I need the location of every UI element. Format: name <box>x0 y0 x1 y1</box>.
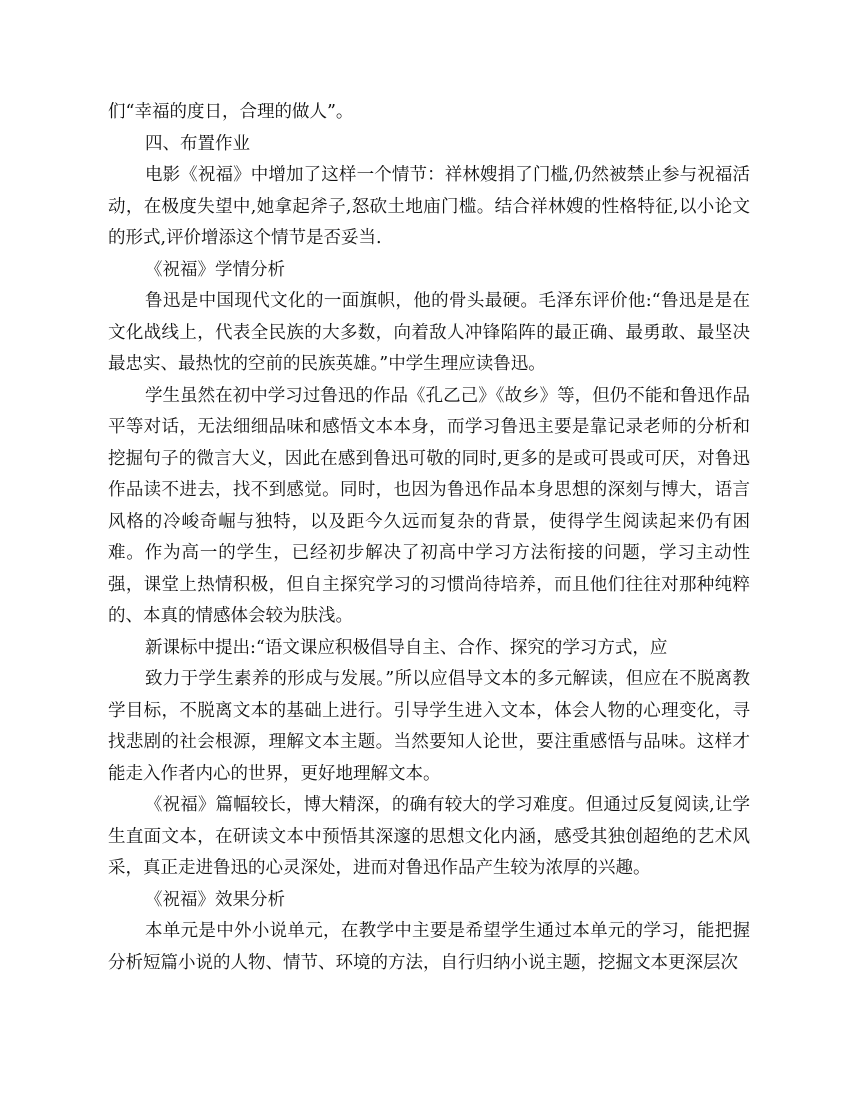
section-heading-homework: 四、布置作业 <box>145 133 250 154</box>
section-heading-learning-analysis: 《祝福》学情分析 <box>145 259 285 280</box>
paragraph-text-difficulty: 《祝福》篇幅较长，博大精深，的确有较大的学习难度。但通过反复阅读,让学生直面文本，在研读文本中预悟其深邃的思想文化内涵，感受其独创超绝的艺术风采，真正走进鲁迅的心灵深处，进而对鲁迅作品产生较为浓厚的兴趣。 <box>108 795 750 878</box>
paragraph-luxun-intro: 鲁迅是中国现代文化的一面旗帜，他的骨头最硬。毛泽东评价他:“鲁迅是是在文化战线上，代表全民族的大多数，向着敌人冲锋陷阵的最正确、最勇敢、最坚决最忠实、最热忱的空前的民族英雄。”中学生理应读鲁迅。 <box>108 291 750 374</box>
document-body <box>108 97 750 979</box>
paragraph-curriculum-standard: 新课标中提出:“语文课应积极倡导自主、合作、探究的学习方式，应 <box>145 637 668 658</box>
paragraph-unit-goal: 本单元是中外小说单元，在教学中主要是希望学生通过本单元的学习，能把握分析短篇小说的人物、情节、环境的方法，自行归纳小说主题，挖掘文本更深层次 <box>108 921 750 973</box>
paragraph-homework: 电影《祝福》中增加了这样一个情节：祥林嫂捐了门槛,仍然被禁止参与祝福活动，在极度失望中,她拿起斧子,怒砍土地庙门槛。结合祥林嫂的性格特征,以小论文的形式,评价增添这个情节是否妥当. <box>108 165 750 248</box>
paragraph-curriculum-standard-cont: 致力于学生素养的形成与发展。”所以应倡导文本的多元解读，但应在不脱离教学目标，不脱离文本的基础上进行。引导学生进入文本，体会人物的心理变化，寻找悲剧的社会根源，理解文本主题。当然要知人论世，要注重感悟与品味。这样才能走入作者内心的世界，更好地理解文本。 <box>108 669 750 784</box>
paragraph-continuation: 们“幸福的度日，合理的做人”。 <box>108 102 354 122</box>
paragraph-student-situation: 学生虽然在初中学习过鲁迅的作品《孔乙己》《故乡》等，但仍不能和鲁迅作品平等对话，无法细细品味和感悟文本本身，而学习鲁迅主要是靠记录老师的分析和挖掘句子的微言大义，因此在感到鲁迅可敬的同时,更多的是或可畏或可厌，对鲁迅作品读不进去，找不到感觉。同时，也因为鲁迅作品本身思想的深刻与博大，语言风格的冷峻奇崛与独特，以及距今久远而复杂的背景，使得学生阅读起来仍有困难。作为高一的学生，已经初步解决了初高中学习方法衔接的问题，学习主动性强，课堂上热情积极，但自主探究学习的习惯尚待培养，而且他们往往对那种纯粹的、本真的情感体会较为肤浅。 <box>108 385 750 626</box>
section-heading-effect-analysis: 《祝福》效果分析 <box>145 889 285 910</box>
